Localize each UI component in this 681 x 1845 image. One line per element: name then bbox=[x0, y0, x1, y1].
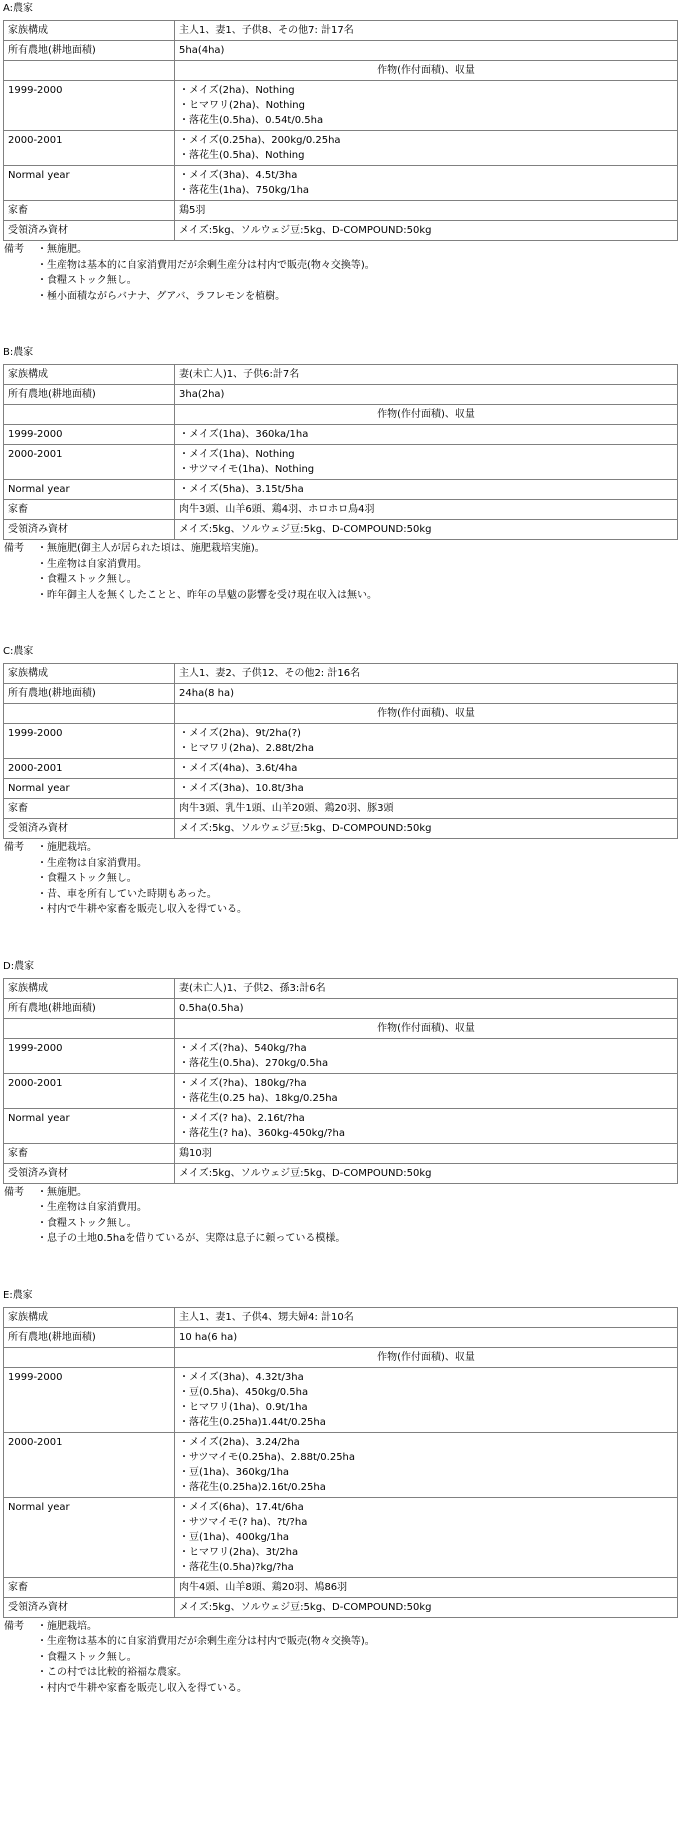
crop-item: ・落花生(0.5ha)、Nothing bbox=[179, 150, 305, 161]
crop-item: ・ヒマワリ(2ha)、3t/2ha bbox=[179, 1546, 299, 1558]
row-value: 主人1、妻1、子供4、甥夫婦4: 計10名 bbox=[175, 1307, 678, 1327]
period-label: 2000-2001 bbox=[4, 445, 175, 480]
crop-item: ・落花生(0.25ha)2.16t/0.25ha bbox=[179, 1481, 326, 1493]
note-item: ・生産物は基本的に自家消費用だが余剰生産分は村内で販売(物々交換等)。 bbox=[37, 259, 375, 271]
period-label: Normal year bbox=[4, 1108, 175, 1143]
row-label: 家族構成 bbox=[4, 21, 175, 41]
notes-list bbox=[37, 1619, 678, 1697]
materials-row bbox=[4, 1163, 678, 1183]
row-value: 主人1、妻1、子供8、その他7: 計17名 bbox=[175, 21, 678, 41]
crop-item: ・落花生(0.25ha)1.44t/0.25ha bbox=[179, 1416, 326, 1428]
note-item: ・施肥栽培。 bbox=[37, 842, 97, 853]
row-label: 所有農地(耕地面積) bbox=[4, 385, 175, 405]
farm-section bbox=[3, 1, 678, 304]
crop-list bbox=[175, 1038, 678, 1073]
section-spacer bbox=[3, 918, 681, 958]
row-value: 5ha(4ha) bbox=[175, 41, 678, 61]
crop-item: ・メイズ(1ha)、360ka/1ha bbox=[179, 429, 309, 440]
family-row bbox=[4, 1307, 678, 1327]
notes-list bbox=[37, 242, 678, 304]
note-item: ・食糧ストック無し。 bbox=[37, 574, 137, 585]
note-item: ・食糧ストック無し。 bbox=[37, 1651, 137, 1663]
crop-section-header: 作物(作付面積)、収量 bbox=[175, 704, 678, 724]
period-label: 2000-2001 bbox=[4, 1073, 175, 1108]
crop-list bbox=[175, 480, 678, 500]
row-label: 受領済み資材 bbox=[4, 819, 175, 839]
notes-list bbox=[37, 1185, 678, 1247]
row-label: 所有農地(耕地面積) bbox=[4, 1327, 175, 1347]
farm-table bbox=[3, 978, 678, 1184]
row-label: 受領済み資材 bbox=[4, 221, 175, 241]
note-item: ・無施肥(御主人が居られた頃は、施肥栽培実施)。 bbox=[37, 543, 265, 554]
notes-label: 備考 bbox=[4, 842, 24, 853]
crop-item: ・メイズ(0.25ha)、200kg/0.25ha bbox=[179, 135, 341, 146]
row-value: 鶏10羽 bbox=[175, 1143, 678, 1163]
row-value: 主人1、妻2、子供12、その他2: 計16名 bbox=[175, 664, 678, 684]
period-label: 2000-2001 bbox=[4, 131, 175, 166]
materials-row bbox=[4, 1597, 678, 1617]
row-label: 所有農地(耕地面積) bbox=[4, 684, 175, 704]
crop-list bbox=[175, 1432, 678, 1497]
period-label: 1999-2000 bbox=[4, 425, 175, 445]
period-row bbox=[4, 1038, 678, 1073]
row-label: 所有農地(耕地面積) bbox=[4, 41, 175, 61]
row-label: 受領済み資材 bbox=[4, 520, 175, 540]
land-row bbox=[4, 41, 678, 61]
farm-section bbox=[3, 959, 678, 1247]
crop-item: ・メイズ(3ha)、4.5t/3ha bbox=[179, 170, 298, 181]
notes-block bbox=[3, 1619, 678, 1697]
family-row bbox=[4, 21, 678, 41]
crop-item: ・メイズ(?ha)、180kg/?ha bbox=[179, 1077, 307, 1089]
farm-table bbox=[3, 20, 678, 241]
row-label: 家畜 bbox=[4, 799, 175, 819]
row-value: メイズ:5kg、ソルウェジ豆:5kg、D-COMPOUND:50kg bbox=[175, 221, 678, 241]
crop-header-row bbox=[4, 405, 678, 425]
notes-list bbox=[37, 840, 678, 918]
row-label: 家族構成 bbox=[4, 365, 175, 385]
period-row bbox=[4, 1367, 678, 1432]
period-row bbox=[4, 1497, 678, 1577]
crop-item: ・落花生(0.5ha)、270kg/0.5ha bbox=[179, 1057, 329, 1069]
row-label: 受領済み資材 bbox=[4, 1597, 175, 1617]
note-item: ・息子の土地0.5haを借りているが、実際は息子に頼っている模様。 bbox=[37, 1233, 346, 1244]
row-value: 妻(未亡人)1、子供2、孫3:計6名 bbox=[175, 978, 678, 998]
period-row bbox=[4, 779, 678, 799]
section-spacer bbox=[3, 1247, 681, 1287]
period-row bbox=[4, 425, 678, 445]
crop-header-row bbox=[4, 1347, 678, 1367]
note-item: ・無施肥。 bbox=[37, 1186, 87, 1198]
header-blank bbox=[4, 704, 175, 724]
section-spacer bbox=[3, 304, 681, 344]
period-row bbox=[4, 480, 678, 500]
row-label: 家族構成 bbox=[4, 664, 175, 684]
row-label: 所有農地(耕地面積) bbox=[4, 998, 175, 1018]
farm-title: A:農家 bbox=[3, 3, 34, 14]
farm-title: D:農家 bbox=[3, 960, 35, 972]
period-row bbox=[4, 131, 678, 166]
land-row bbox=[4, 385, 678, 405]
crop-item: ・サツマイモ(? ha)、?t/?ha bbox=[179, 1516, 308, 1528]
row-label: 受領済み資材 bbox=[4, 1163, 175, 1183]
crop-section-header: 作物(作付面積)、収量 bbox=[175, 61, 678, 81]
note-item: ・極小面積ながらバナナ、グアバ、ラフレモンを植樹。 bbox=[37, 290, 286, 302]
crop-item: ・メイズ(? ha)、2.16t/?ha bbox=[179, 1112, 305, 1124]
note-item: ・この村では比較的裕福な農家。 bbox=[37, 1667, 187, 1678]
crop-item: ・メイズ(5ha)、3.15t/5ha bbox=[179, 484, 304, 495]
period-row bbox=[4, 445, 678, 480]
crop-item: ・落花生(? ha)、360kg-450kg/?ha bbox=[179, 1127, 345, 1139]
row-label: 家畜 bbox=[4, 201, 175, 221]
crop-item: ・サツマイモ(0.25ha)、2.88t/0.25ha bbox=[179, 1451, 356, 1463]
land-row bbox=[4, 998, 678, 1018]
row-label: 家畜 bbox=[4, 500, 175, 520]
period-row bbox=[4, 759, 678, 779]
notes-label: 備考 bbox=[4, 244, 24, 255]
crop-list bbox=[175, 445, 678, 480]
period-row bbox=[4, 724, 678, 759]
crop-list bbox=[175, 131, 678, 166]
note-item: ・生産物は基本的に自家消費用だが余剰生産分は村内で販売(物々交換等)。 bbox=[37, 1636, 375, 1647]
crop-header-row bbox=[4, 704, 678, 724]
crop-item: ・メイズ(4ha)、3.6t/4ha bbox=[179, 763, 298, 774]
family-row bbox=[4, 664, 678, 684]
farm-table bbox=[3, 663, 678, 839]
period-row bbox=[4, 81, 678, 131]
document-body bbox=[0, 1, 681, 1696]
row-label: 家畜 bbox=[4, 1577, 175, 1597]
livestock-row bbox=[4, 201, 678, 221]
crop-item: ・ヒマワリ(1ha)、0.9t/1ha bbox=[179, 1401, 308, 1413]
farm-section bbox=[3, 345, 678, 603]
materials-row bbox=[4, 520, 678, 540]
row-value: 0.5ha(0.5ha) bbox=[175, 998, 678, 1018]
row-value: 妻(未亡人)1、子供6:計7名 bbox=[175, 365, 678, 385]
crop-item: ・落花生(0.25 ha)、18kg/0.25ha bbox=[179, 1092, 338, 1104]
notes-label: 備考 bbox=[4, 1186, 24, 1198]
materials-row bbox=[4, 221, 678, 241]
farm-table bbox=[3, 364, 678, 540]
crop-item: ・メイズ(?ha)、540kg/?ha bbox=[179, 1042, 307, 1054]
crop-section-header: 作物(作付面積)、収量 bbox=[175, 1347, 678, 1367]
crop-list bbox=[175, 724, 678, 759]
period-row bbox=[4, 1432, 678, 1497]
header-blank bbox=[4, 61, 175, 81]
crop-item: ・メイズ(6ha)、17.4t/6ha bbox=[179, 1501, 304, 1513]
crop-item: ・豆(1ha)、400kg/1ha bbox=[179, 1531, 290, 1543]
period-label: Normal year bbox=[4, 166, 175, 201]
header-blank bbox=[4, 405, 175, 425]
header-blank bbox=[4, 1347, 175, 1367]
note-item: ・村内で牛耕や家畜を販売し収入を得ている。 bbox=[37, 904, 247, 915]
crop-list bbox=[175, 425, 678, 445]
row-value: メイズ:5kg、ソルウェジ豆:5kg、D-COMPOUND:50kg bbox=[175, 520, 678, 540]
note-item: ・食糧ストック無し。 bbox=[37, 1217, 137, 1229]
crop-list bbox=[175, 759, 678, 779]
note-item: ・食糧ストック無し。 bbox=[37, 873, 137, 884]
row-value: メイズ:5kg、ソルウェジ豆:5kg、D-COMPOUND:50kg bbox=[175, 1597, 678, 1617]
crop-item: ・メイズ(3ha)、4.32t/3ha bbox=[179, 1371, 304, 1383]
farm-title: E:農家 bbox=[3, 1289, 33, 1301]
crop-item: ・メイズ(1ha)、Nothing bbox=[179, 449, 295, 460]
row-value: 3ha(2ha) bbox=[175, 385, 678, 405]
note-item: ・施肥栽培。 bbox=[37, 1620, 97, 1632]
section-spacer bbox=[3, 603, 681, 643]
period-label: 2000-2001 bbox=[4, 759, 175, 779]
row-value: 24ha(8 ha) bbox=[175, 684, 678, 704]
period-label: Normal year bbox=[4, 1497, 175, 1577]
period-label: Normal year bbox=[4, 779, 175, 799]
family-row bbox=[4, 978, 678, 998]
family-row bbox=[4, 365, 678, 385]
crop-item: ・メイズ(2ha)、9t/2ha(?) bbox=[179, 728, 301, 739]
period-row bbox=[4, 1108, 678, 1143]
note-item: ・昔、車を所有していた時期もあった。 bbox=[37, 888, 217, 900]
crop-item: ・豆(1ha)、360kg/1ha bbox=[179, 1466, 290, 1478]
farm-title: B:農家 bbox=[3, 347, 34, 358]
farm-table bbox=[3, 1307, 678, 1618]
crop-section-header: 作物(作付面積)、収量 bbox=[175, 1018, 678, 1038]
crop-item: ・豆(0.5ha)、450kg/0.5ha bbox=[179, 1386, 309, 1398]
crop-list bbox=[175, 166, 678, 201]
crop-list bbox=[175, 1497, 678, 1577]
farm-section bbox=[3, 644, 678, 918]
note-item: ・生産物は自家消費用。 bbox=[37, 1202, 147, 1213]
period-label: Normal year bbox=[4, 480, 175, 500]
note-item: ・生産物は自家消費用。 bbox=[37, 857, 147, 869]
notes-block bbox=[3, 541, 678, 603]
crop-item: ・落花生(0.5ha)?kg/?ha bbox=[179, 1561, 294, 1573]
row-label: 家族構成 bbox=[4, 978, 175, 998]
land-row bbox=[4, 1327, 678, 1347]
crop-section-header: 作物(作付面積)、収量 bbox=[175, 405, 678, 425]
notes-block bbox=[3, 840, 678, 918]
row-label: 家族構成 bbox=[4, 1307, 175, 1327]
materials-row bbox=[4, 819, 678, 839]
crop-header-row bbox=[4, 1018, 678, 1038]
crop-item: ・サツマイモ(1ha)、Nothing bbox=[179, 464, 315, 475]
farm-title: C:農家 bbox=[3, 646, 34, 657]
note-item: ・村内で牛耕や家畜を販売し収入を得ている。 bbox=[37, 1682, 247, 1694]
crop-header-row bbox=[4, 61, 678, 81]
period-label: 1999-2000 bbox=[4, 1038, 175, 1073]
period-label: 1999-2000 bbox=[4, 81, 175, 131]
header-blank bbox=[4, 1018, 175, 1038]
row-value: 肉牛3頭、山羊6頭、鶏4羽、ホロホロ鳥4羽 bbox=[175, 500, 678, 520]
crop-item: ・メイズ(2ha)、Nothing bbox=[179, 85, 295, 96]
note-item: ・食糧ストック無し。 bbox=[37, 275, 137, 286]
crop-list bbox=[175, 1108, 678, 1143]
row-value: メイズ:5kg、ソルウェジ豆:5kg、D-COMPOUND:50kg bbox=[175, 819, 678, 839]
row-label: 家畜 bbox=[4, 1143, 175, 1163]
row-value: 肉牛4頭、山羊8頭、鶏20羽、鳩86羽 bbox=[175, 1577, 678, 1597]
note-item: ・生産物は自家消費用。 bbox=[37, 558, 147, 570]
row-value: メイズ:5kg、ソルウェジ豆:5kg、D-COMPOUND:50kg bbox=[175, 1163, 678, 1183]
crop-item: ・落花生(1ha)、750kg/1ha bbox=[179, 185, 310, 196]
crop-item: ・ヒマワリ(2ha)、Nothing bbox=[179, 100, 305, 111]
crop-list bbox=[175, 81, 678, 131]
crop-item: ・ヒマワリ(2ha)、2.88t/2ha bbox=[179, 743, 315, 754]
livestock-row bbox=[4, 1577, 678, 1597]
period-row bbox=[4, 166, 678, 201]
livestock-row bbox=[4, 799, 678, 819]
crop-item: ・落花生(0.5ha)、0.54t/0.5ha bbox=[179, 115, 324, 126]
notes-block bbox=[3, 1185, 678, 1247]
crop-list bbox=[175, 1073, 678, 1108]
farm-section bbox=[3, 1288, 678, 1697]
notes-list bbox=[37, 541, 678, 603]
crop-list bbox=[175, 1367, 678, 1432]
notes-label: 備考 bbox=[4, 543, 24, 554]
notes-block bbox=[3, 242, 678, 304]
period-label: 1999-2000 bbox=[4, 724, 175, 759]
livestock-row bbox=[4, 500, 678, 520]
row-value: 肉牛3頭、乳牛1頭、山羊20頭、鶏20羽、豚3頭 bbox=[175, 799, 678, 819]
land-row bbox=[4, 684, 678, 704]
note-item: ・昨年御主人を無くしたことと、昨年の旱魃の影響を受け現在収入は無い。 bbox=[37, 589, 377, 601]
row-value: 10 ha(6 ha) bbox=[175, 1327, 678, 1347]
livestock-row bbox=[4, 1143, 678, 1163]
crop-item: ・メイズ(3ha)、10.8t/3ha bbox=[179, 783, 304, 794]
crop-list bbox=[175, 779, 678, 799]
period-row bbox=[4, 1073, 678, 1108]
period-label: 2000-2001 bbox=[4, 1432, 175, 1497]
row-value: 鶏5羽 bbox=[175, 201, 678, 221]
notes-label: 備考 bbox=[4, 1620, 24, 1632]
note-item: ・無施肥。 bbox=[37, 244, 87, 255]
crop-item: ・メイズ(2ha)、3.24/2ha bbox=[179, 1436, 300, 1448]
period-label: 1999-2000 bbox=[4, 1367, 175, 1432]
